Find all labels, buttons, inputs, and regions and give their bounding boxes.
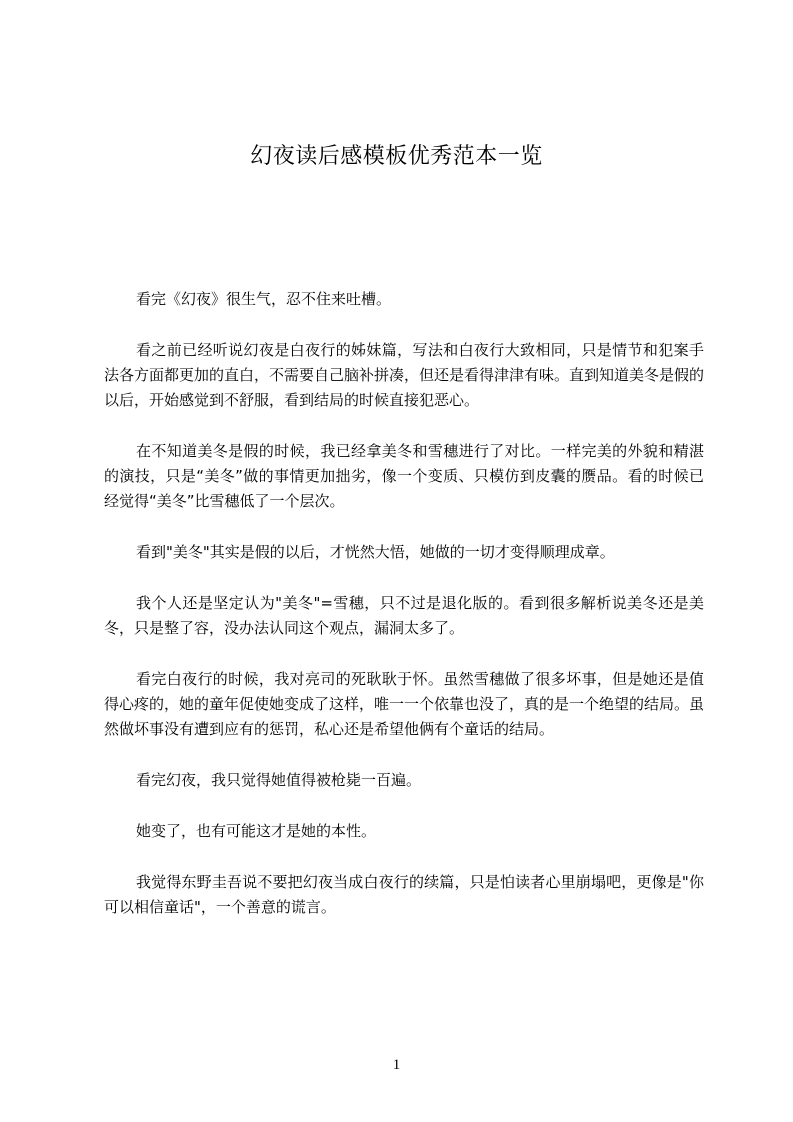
paragraph-1: 看完《幻夜》很生气，忍不住来吐槽。 <box>136 290 392 308</box>
paragraph-9: 我觉得东野圭吾说不要把幻夜当成白夜行的续篇，只是怕读者心里崩塌吧，更像是"你可以相信童话"，一个善意的谎言。 <box>104 873 704 916</box>
document-body <box>104 287 704 946</box>
paragraph-4: 看到"美冬"其实是假的以后，才恍然大悟，她做的一切才变得顺理成章。 <box>136 543 615 561</box>
paragraph-3: 在不知道美冬是假的时候，我已经拿美冬和雪穗进行了对比。一样完美的外貌和精湛的演技，只是“美冬”做的事情更加拙劣，像一个变质、只模仿到皮囊的赝品。看的时候已经觉得“美冬”比雪穗低了一个层次。 <box>104 442 704 510</box>
document-title: 幻夜读后感模板优秀范本一览 <box>250 144 543 169</box>
page-number: 1 <box>392 1057 401 1073</box>
paragraph-8: 她变了，也有可能这才是她的本性。 <box>136 822 377 840</box>
paragraph-5: 我个人还是坚定认为"美冬"=雪穗，只不过是退化版的。看到很多解析说美冬还是美冬，只是整了容，没办法认同这个观点，漏洞太多了。 <box>104 594 704 637</box>
paragraph-6: 看完白夜行的时候，我对亮司的死耿耿于怀。虽然雪穗做了很多坏事，但是她还是值得心疼的，她的童年促使她变成了这样，唯一一个依靠也没了，真的是一个绝望的结局。虽然做坏事没有遭到应有的惩罚，私心还是希望他俩有个童话的结局。 <box>104 670 705 738</box>
paragraph-2: 看之前已经听说幻夜是白夜行的姊妹篇，写法和白夜行大致相同，只是情节和犯案手法各方面都更加的直白，不需要自己脑补拼凑，但还是看得津津有味。直到知道美冬是假的以后，开始感觉到不舒服，看到结局的时候直接犯恶心。 <box>104 341 705 409</box>
paragraph-7: 看完幻夜，我只觉得她值得被枪毙一百遍。 <box>136 771 422 789</box>
